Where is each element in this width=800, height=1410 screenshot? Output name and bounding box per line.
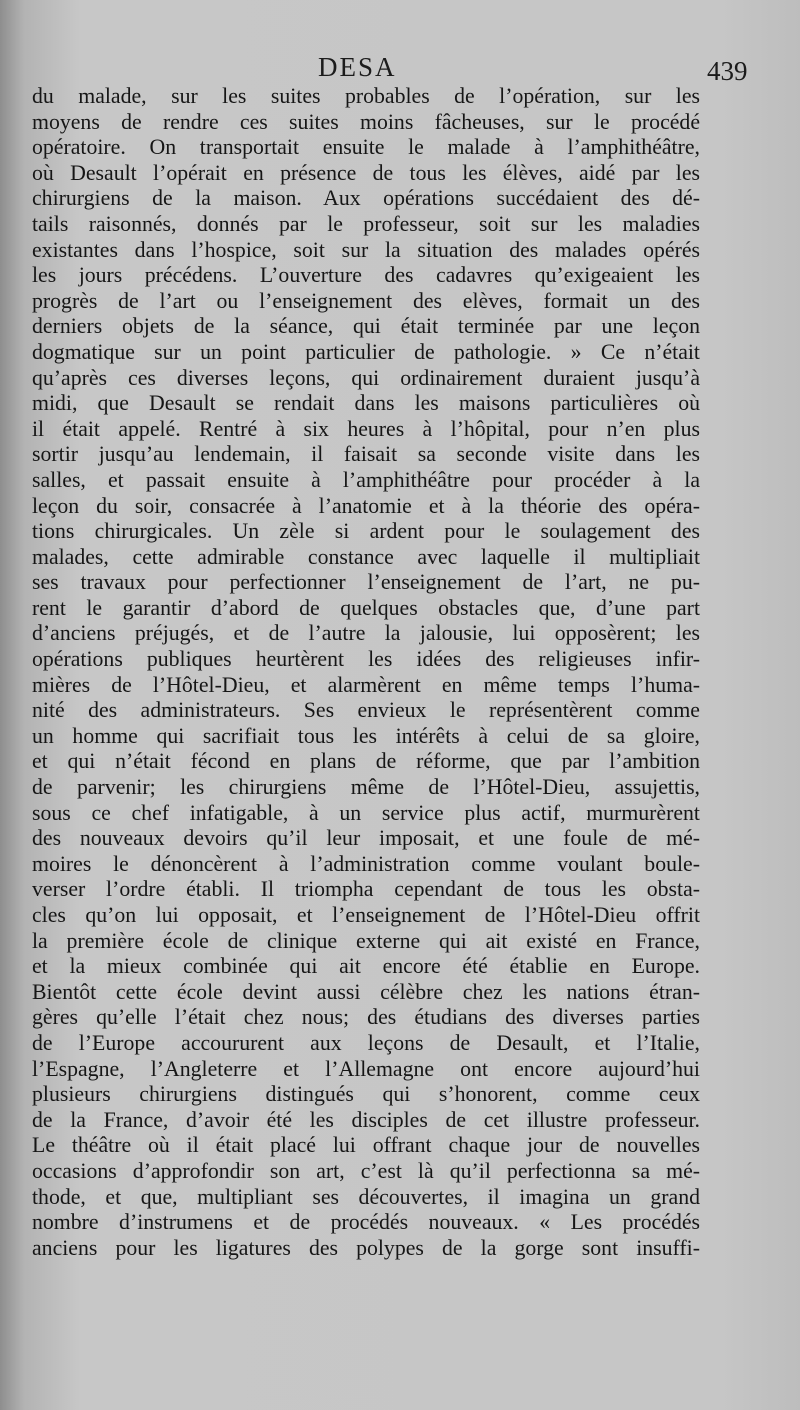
text-line: la première école de clinique externe qui ait existé en France, bbox=[32, 928, 700, 953]
text-line: l’Espagne, l’Angleterre et l’Allemagne ont encore aujourd’hui bbox=[32, 1056, 700, 1081]
text-line: leçon du soir, consacrée à l’anatomie et à la théorie des opéra- bbox=[32, 493, 700, 518]
text-line: nité des administrateurs. Ses envieux le représentèrent comme bbox=[32, 698, 700, 723]
text-line: un homme qui sacrifiait tous les intérêts à celui de sa gloire, bbox=[32, 723, 700, 748]
text-line: qu’après ces diverses leçons, qui ordinairement duraient jusqu’à bbox=[32, 365, 700, 390]
body-text bbox=[32, 84, 700, 1261]
page-number: 439 bbox=[707, 56, 748, 86]
text-line: opérations publiques heurtèrent les idées des religieuses infir- bbox=[32, 647, 700, 672]
text-line: plusieurs chirurgiens distingués qui s’honorent, comme ceux bbox=[32, 1082, 700, 1107]
text-line: derniers objets de la séance, qui était terminée par une leçon bbox=[32, 314, 700, 339]
text-line: de la France, d’avoir été les disciples de cet illustre professeur. bbox=[32, 1107, 700, 1132]
text-line: midi, que Desault se rendait dans les maisons particulières où bbox=[32, 391, 700, 416]
text-line: tails raisonnés, donnés par le professeur, soit sur les maladies bbox=[32, 211, 700, 236]
text-line: Bientôt cette école devint aussi célèbre chez les nations étran- bbox=[32, 979, 700, 1004]
text-line: opératoire. On transportait ensuite le malade à l’amphithéâtre, bbox=[32, 135, 700, 160]
text-line: et la mieux combinée qui ait encore été établie en Europe. bbox=[32, 954, 700, 979]
text-line: ses travaux pour perfectionner l’enseignement de l’art, ne pu- bbox=[32, 570, 700, 595]
text-line: nombre d’instrumens et de procédés nouveaux. « Les procédés bbox=[32, 1210, 700, 1235]
text-line: des nouveaux devoirs qu’il leur imposait, et une foule de mé- bbox=[32, 826, 700, 851]
text-line: où Desault l’opérait en présence de tous les élèves, aidé par les bbox=[32, 160, 700, 185]
text-line: du malade, sur les suites probables de l’opération, sur les bbox=[32, 84, 700, 108]
text-line: de l’Europe accoururent aux leçons de Desault, et l’Italie, bbox=[32, 1030, 700, 1055]
text-line: malades, cette admirable constance avec laquelle il multipliait bbox=[32, 544, 700, 569]
text-line: verser l’ordre établi. Il triompha cependant de tous les obsta- bbox=[32, 877, 700, 902]
text-line: existantes dans l’hospice, soit sur la situation des malades opérés bbox=[32, 237, 700, 262]
text-line: moires le dénoncèrent à l’administration comme voulant boule- bbox=[32, 851, 700, 876]
text-line: rent le garantir d’abord de quelques obstacles que, d’une part bbox=[32, 595, 700, 620]
text-line: tions chirurgicales. Un zèle si ardent pour le soulagement des bbox=[32, 519, 700, 544]
text-line: sortir jusqu’au lendemain, il faisait sa seconde visite dans les bbox=[32, 442, 700, 467]
text-line: Le théâtre où il était placé lui offrant chaque jour de nouvelles bbox=[32, 1133, 700, 1158]
text-line: d’anciens préjugés, et de l’autre la jalousie, lui opposèrent; les bbox=[32, 621, 700, 646]
text-line: moyens de rendre ces suites moins fâcheuses, sur le procédé bbox=[32, 109, 700, 134]
text-line: de parvenir; les chirurgiens même de l’Hôtel-Dieu, assujettis, bbox=[32, 775, 700, 800]
text-line: gères qu’elle l’était chez nous; des étudians des diverses parties bbox=[32, 1005, 700, 1030]
text-line: anciens pour les ligatures des polypes de la gorge sont insuffi- bbox=[32, 1235, 700, 1260]
text-line: cles qu’on lui opposait, et l’enseignement de l’Hôtel-Dieu offrit bbox=[32, 903, 700, 927]
text-line: progrès de l’art ou l’enseignement des elèves, formait un des bbox=[32, 288, 700, 313]
text-line: les jours précédens. L’ouverture des cadavres qu’exigeaient les bbox=[32, 263, 700, 288]
text-line: chirurgiens de la maison. Aux opérations succédaient des dé- bbox=[32, 186, 700, 211]
running-head: DESA bbox=[318, 52, 397, 82]
text-line: il était appelé. Rentré à six heures à l’hôpital, pour n’en plus bbox=[32, 416, 700, 441]
text-line: et qui n’était fécond en plans de réforme, que par l’ambition bbox=[32, 749, 700, 774]
text-line: sous ce chef infatigable, à un service plus actif, murmurèrent bbox=[32, 800, 700, 825]
text-line: occasions d’approfondir son art, c’est là qu’il perfectionna sa mé- bbox=[32, 1158, 700, 1183]
text-line: thode, et que, multipliant ses découvertes, il imagina un grand bbox=[32, 1184, 700, 1209]
text-line: mières de l’Hôtel-Dieu, et alarmèrent en même temps l’huma- bbox=[32, 672, 700, 697]
text-line: dogmatique sur un point particulier de pathologie. » Ce n’était bbox=[32, 339, 700, 364]
text-line: salles, et passait ensuite à l’amphithéâtre pour procéder à la bbox=[32, 467, 700, 492]
